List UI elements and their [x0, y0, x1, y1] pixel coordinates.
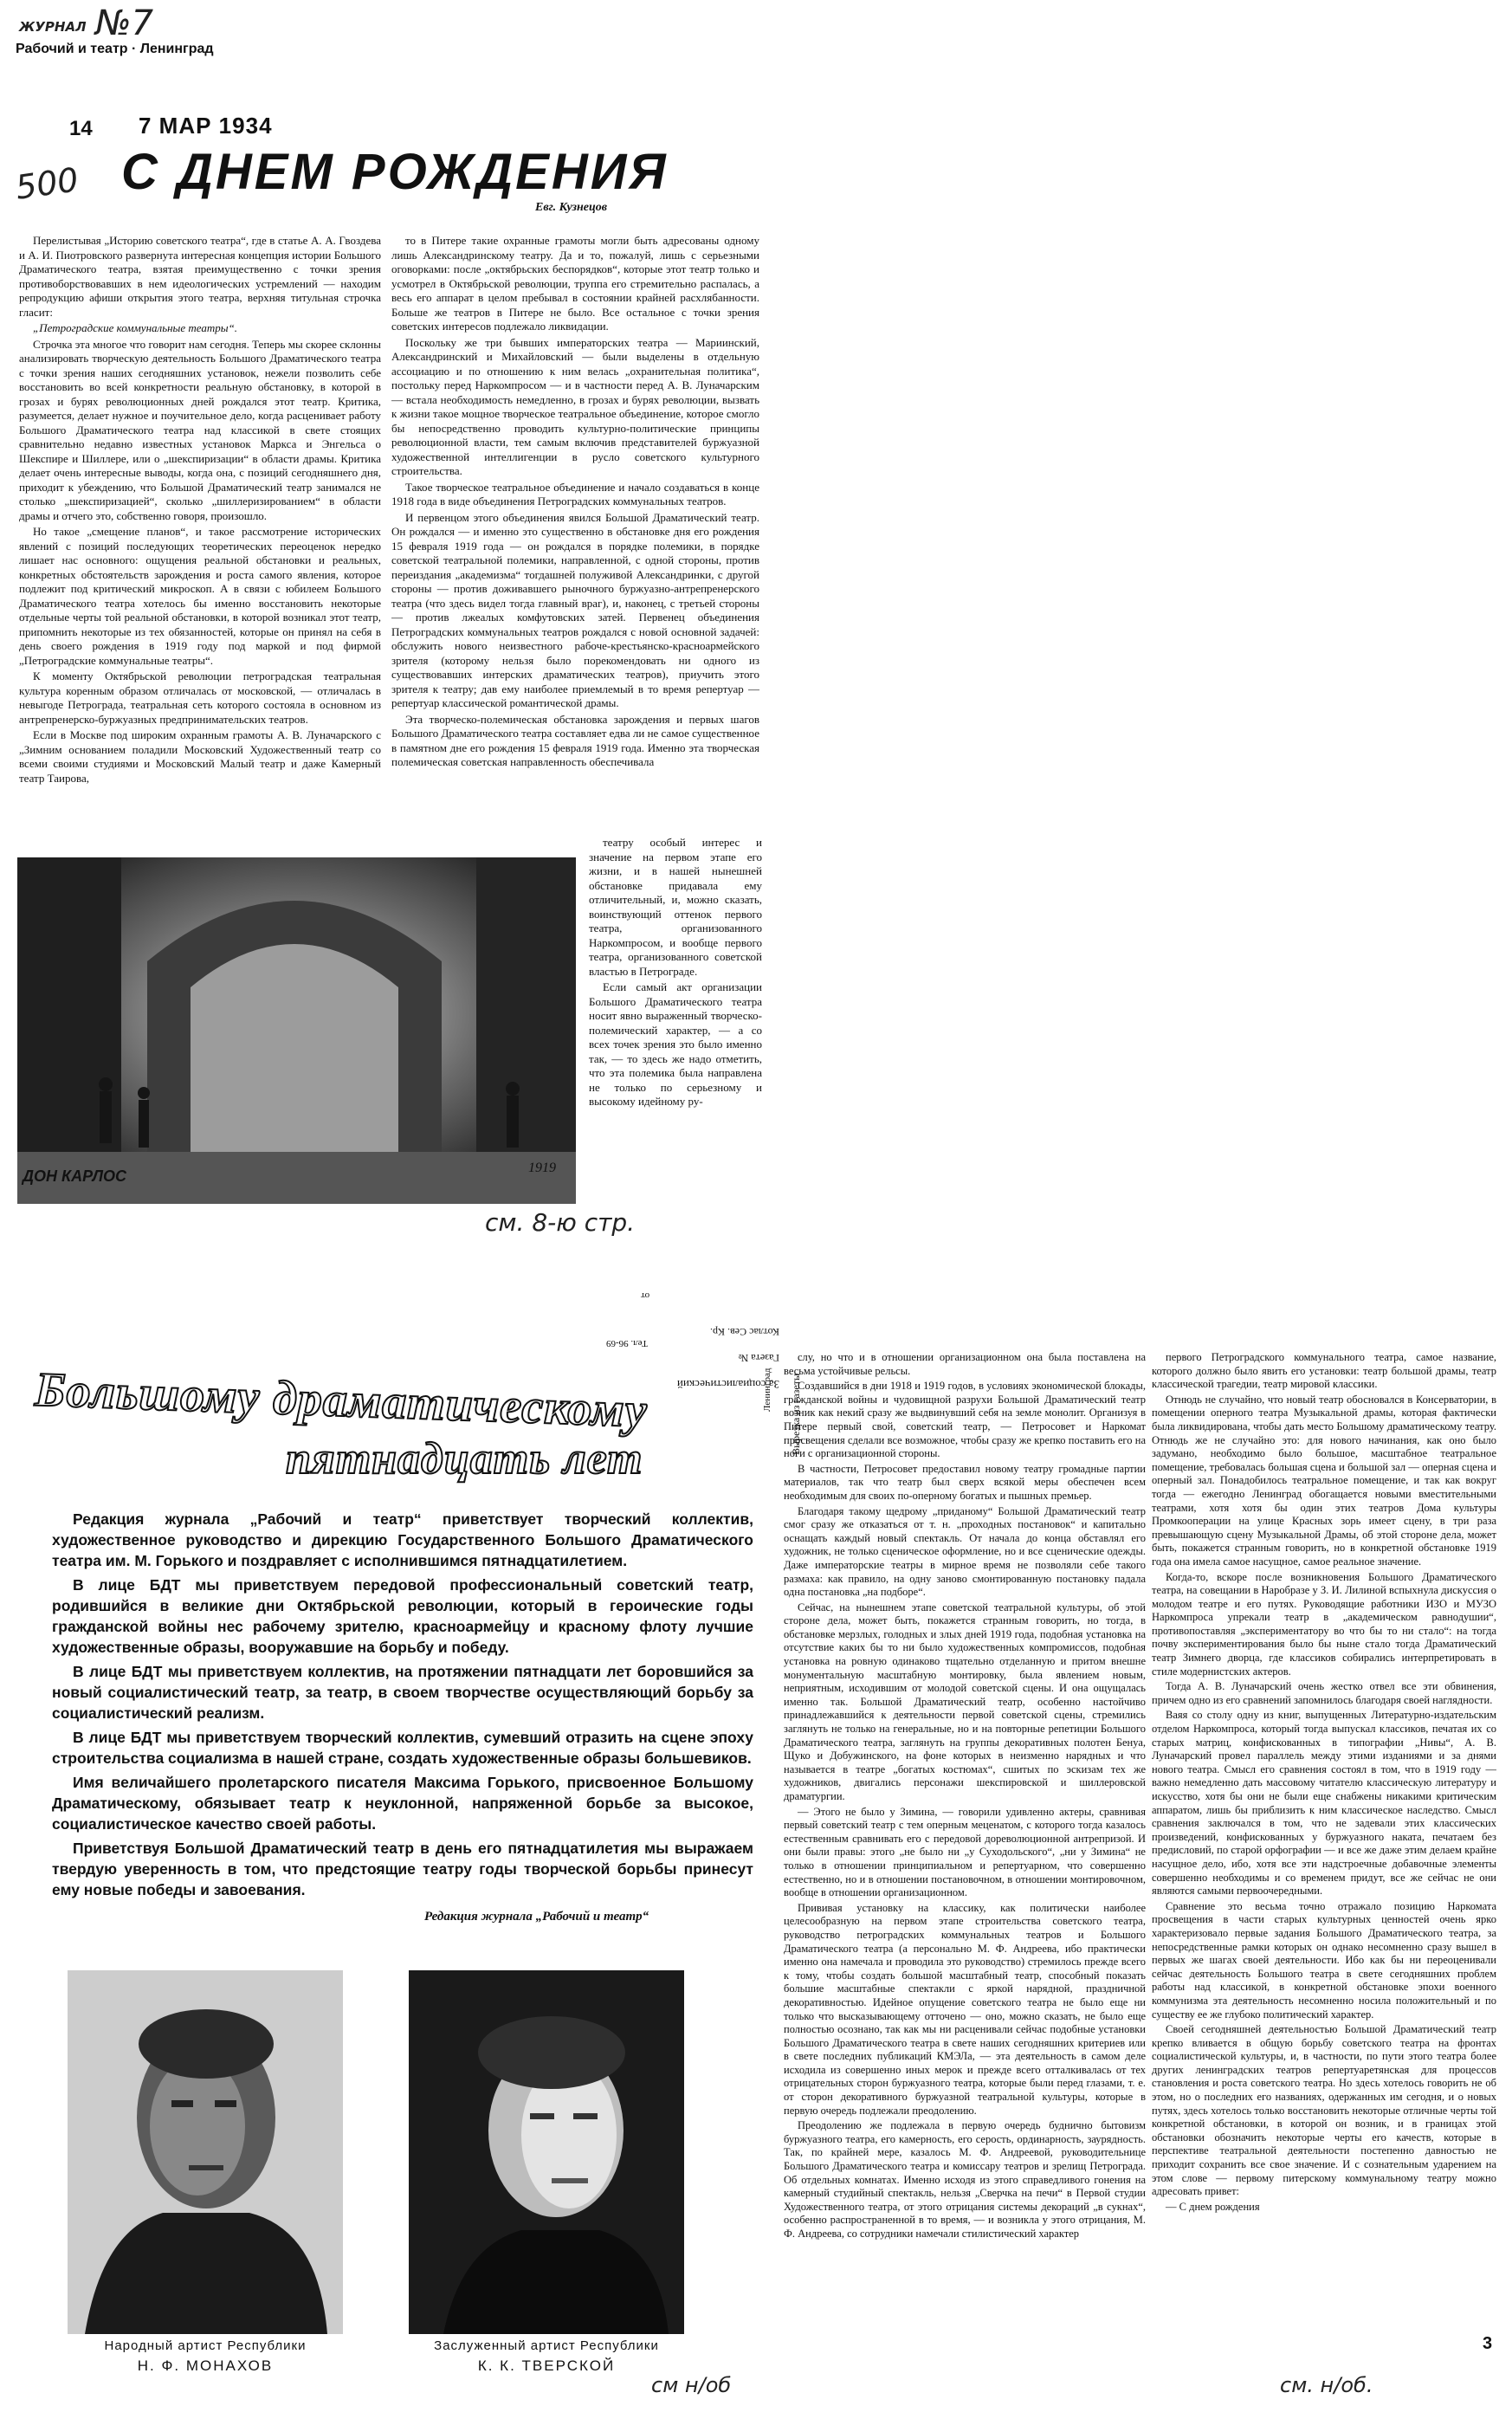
- article-column-3: [589, 836, 762, 1191]
- stage-scene-image: [17, 857, 576, 1204]
- paragraph: Строчка эта многое что говорит нам сегодня. Теперь мы скорее склонны анализировать творческую деятельность Большого Драматического театра с точки зрения наших сегодняшних установок, нежели позволить себе восстановить во всей конкретности реальную обстановку, в которой в грозах и бурях революционных дней рождался этот театр. Критика, разумеется, делает нужное и поучительное дело, когда расценивает работу Большого Драматического театра над классикой в свете стоящих сравнительно недавно известных установок Маркса и Энгельса о Шекспире и Шиллере, или о „шекспиризации“ в области драмы. Критика делает очень интересные выводы, когда она, с позиций сегодняшнего дня, приходит к убеждению, что Большой Драматический театр занимался не столько „шекспиризацией“, сколько „шиллеризированием“ в области драмы и отчего это, собственно говоря, произошло.: [19, 337, 381, 522]
- journal-stamp: ЖУРНАЛ: [19, 19, 87, 35]
- paragraph: Ваяя со столу одну из книг, выпущенных Литературно-издательским отделом Наркомпроса, который тогда выпускал классиков, печатая их со старых матриц, конфискованных в типографии „Нивы“, А. В. Луначарский провел параллель между этими изданиями и за днями нового театра. Смысл его сравнения состоял в том, что в 1919 году — важно немедленно дать массовому читателю классическую литературу и искусство, хотя бы они не были еще снабжены никакими критическим аппаратом, лишь бы приблизить к ним классическое наследство. Смысл сравнения заключался в том, что не задевали этих классических произведений, конфискованных у буржуазного наката, печатаем без предисловий, по старой орфографии — и все же даже этим делаем крайне насущное дело, ибо, хотя все эти надстроечные добавочные элементы совершенно необходимы и со временем придут, все же сейчас не они являются самыми первоочередными.: [1152, 1709, 1496, 1898]
- portrait-monakhov-image: [68, 1970, 343, 2334]
- paragraph: Преодолению же подлежала в первую очередь буднично бытовизм буржуазного театра, его камерность, его серость, ординарность, заурядность. Так, по крайней мере, казалось М. Ф. Андреевой, руководительнице Большого Драматического театра и комиссару театров и зрелищ Петрограда. Об отдельных комнатах. Именно исходя из этого справедливого гонения на камерный студийный спектакль, нельзя „Сверчка на печи“ в Первой студии Художественного театра, от этого отрицания системы декораций „в сукнах“, особенно распространенной в то время, — и возникла у этого отрицания, М. Ф. Андреева, со сотрудники намечали стилистический характер: [784, 2119, 1146, 2240]
- article-column-1: [19, 234, 381, 847]
- signature: Редакция журнала „Рабочий и театр“: [424, 1910, 649, 1924]
- press-label-phone: Тел. 96-69: [606, 1338, 648, 1348]
- press-label-newspaper: За социалистический: [676, 1378, 779, 1391]
- author: Евг. Кузнецов: [535, 201, 607, 214]
- clipping-2: [0, 1273, 1512, 2425]
- paragraph: Такое творческое театральное объединение и начало создаваться в конце 1918 года в виде объединения Петроградских коммунальных театров.: [391, 480, 759, 508]
- paragraph: Создавшийся в дни 1918 и 1919 годов, в условиях экономической блокады, гражданской войны и чудовищной разрухи Большой Драматический театр возник как некий сразу же выдвинувший себя на земле монолит. Организуя в Питере первый свой, советский театр, — Петросовет и Наркомат просвещения сделали все возможное, чтобы сразу же крепко поставить его на ноги с организационной стороны.: [784, 1380, 1146, 1460]
- portrait-tverskoy: [409, 1970, 684, 2334]
- paragraph: — Этого не было у Зимина, — говорили удивленно актеры, сравнивая первый советский театр с тем оперным меценатом, с которого тогда казалось естественным сравнивать его с передовой дореволюционной антрепризой. И они были правы: этого „не было ни „у Суходольского“, „ни у Зимина“ не только в отношении принципиальном и репертуарном, что совершенно естественно, но и в отношении постановочном, в отношении монтировочном, вообще в отношении организационном.: [784, 1805, 1146, 1899]
- clipping-1: [0, 0, 779, 1256]
- article-column-5: [1152, 1351, 1496, 2369]
- page-number-right: 3: [1483, 2334, 1493, 2353]
- paragraph: первого Петроградского коммунального театра, самое название, которого должно было явить его установки: театр большой драмы, театр классической трагедии, театр мировой классики.: [1152, 1351, 1496, 1391]
- press-label-number: Газета №: [738, 1352, 779, 1364]
- handwritten-reference-1: см н/об: [651, 2373, 732, 2397]
- paragraph: — С днем рождения: [1166, 2200, 1260, 2213]
- paragraph: Если в Москве под широким охранным грамоты А. В. Луначарского с „Зимним основанием поладили Московский Художественный театр со всеми своими студиями и Московский Малый театр и даже Камерный театр Таирова,: [19, 728, 381, 785]
- portrait-2-title: Заслуженный артист Республики: [434, 2338, 659, 2353]
- paragraph: Эта творческо-полемическая обстановка зарождения и первых шагов Большого Драматического театра составляет едва ли не самое существенное в памятном дне его рождения 15 февраля 1919 года. Именно эта творческая полемическая советская направленность обеспечивала: [391, 712, 759, 768]
- paragraph: Сравнение это весьма точно отражало позицию Наркомата просвещения в части старых культурных ценностей очень ярко характеризовало первые задания Большого Драматического театра, за непосредственные рамки которых он однако несомненно сразу вышел в первых же шагах своей деятельности. Ибо как бы ни переоценивали сейчас деятельность Большого театра в свете сегодняшних проблем работы над классикой, в конкретной обстановке эпохи военного коммунизма эта деятельность несомненно носила положительный и по существу ее же глубоко политический характер.: [1152, 1899, 1496, 2021]
- paragraph: В лице БДТ мы приветствуем передовой профессиональный советский театр, родившийся в великие дни Октябрьской революции, который в героические годы гражданской войны нес рабочему зрителю, красноармейцу и красному флоту лучшие художественные образы, вооружавшие на борьбу и победу.: [52, 1576, 753, 1656]
- don-carlos-photo: [17, 857, 576, 1204]
- press-label-city: Котлас Сев. Кр.: [710, 1326, 779, 1338]
- headline-line-2: пятнадцать лет: [286, 1434, 643, 1484]
- paragraph: слу, но что и в отношении организационном она была поставлена на весьма устойчивые рельсы.: [784, 1351, 1146, 1377]
- paragraph: Сейчас, на нынешнем этапе советской театральной культуры, об этой стороне дела, может быть, покажется странным говорить, но тогда, в обстановке мерзлых, голодных и злых дней 1919 года, подобная установка на отсутствие каких бы то ни было художественных компромиссов, подобная установка на ровную одинаково тщательно отделанную и притом внешне монументальную масштабную монтировку, была явлением новым, неприятным, исходившим от молодой советской сцены. И она ощущалась именно так. Большой Драматический театр, особенно настойчиво принадлежавшийся к деятельности первой советской сцены, стремились заглянуть не только на генеральные, но и на повторные репетиции Большого Драматического театра, заглянуть на группы декоративных полотен Бенуа, Щуко и Добужинского, на фоне которых в неизменно нарядных и что называется в театре „богатых костюмах“, сшитых по эскизам тех же художников, двигались персонажи шекспировской и шиллеровской драматургии.: [784, 1600, 1146, 1802]
- paragraph: Тогда А. В. Луначарский очень жестко отвел все эти обвинения, причем одно из его сравнений запомнилось благодаря своей наглядности.: [1152, 1680, 1496, 1706]
- article-column-2: [391, 234, 759, 818]
- paragraph: К моменту Октябрьской революции петроградская театральная культура коренным образом отличалась от московской, — отличалась в невыгоде Петрограда, театральная сеть которого состояла в основном из антрепренерско-буржуазных предпринимательских театров.: [19, 669, 381, 726]
- date-stamp: 7 МАР 1934: [139, 113, 273, 139]
- paragraph: Отнюдь не случайно, что новый театр обосновался в Консерватории, в помещении оперного театра Музыкальной драмы, которая фактически была ликвидирована, чтобы дать место Большому драматическому театру. Отнюдь же не случайно это: для нового начинания, как оно было задумано, необходимо было большое, масштабное театральное помещение, требовалась большая сцена и большой зал — оперная сцена и оперный зал. Понадобилось театральное помещение, и так как вокруг тогда — ежегодно Ленинград обогащается новыми вместительными театрами, хотя хотя бы один этих театров Дома культуры Промкооперации на улице Красных зорь имеет сцену, в три раза превышающую сцену Музыкальной Драмы, об этой стороне дела, может быть, покажется странным говорить, но в конкретной обстановке 1919 года она имела самое насущное, самое реальное значение.: [1152, 1393, 1496, 1568]
- paragraph: то в Питере такие охранные грамоты могли быть адресованы одному лишь Александринскому театру. Да и то, пожалуй, лишь с серьезными оговорками: после „октябрьских беспорядков“, которые этот театр только и усмотрел в Октябрьской революции, труппа его стремительно распалась, а весь его аппарат в целом пребывал в состоянии крайней расхлябанности. Больше же театров в Питере не было. Все остальное с точки зрения советских интересов подлежало ликвидации.: [391, 234, 759, 333]
- greeting-text: [52, 1509, 753, 1904]
- press-label-leningrad: Ленинград: [762, 1368, 772, 1412]
- paragraph: Если самый акт организации Большого Драматического театра носит явно выраженный творческо-полемический характер, — а со всех точек зрения это было именно так, — то здесь же надо отметить, что эта полемика была направлена не только по серьезному и высокому идейному ру-: [589, 980, 762, 1108]
- paragraph: Перелистывая „Историю советского театра“, где в статье А. А. Гвоздева и А. И. Пиотровского развернута интересная концепция истории Большого Драматического театра, взятая преимущественно с точки зрения противоборствовавших в нем идеологических устремлений — находим репродукцию афиши открытия этого театра, верхняя титульная строчка гласит:: [19, 234, 381, 319]
- paragraph: Прививая установку на классику, как политически наиболее целесообразную на первом этапе строительства советского театра, руководство петроградских коммунальных театров и Большого Драматического театра (а персонально М. Ф. Андреева, ибо практически именно она намечала и проводила это руководство) стремилось прежде всего к тому, чтобы создать большой масштабный театр, способный показать большие масштабные спектакли с яркой нарядной, праздничной декоративностью. Идейное опущение советского театра не было еще ни только что высказывающему отточено — оно, можно сказать, не было еще полностью осознано, так как мы ни расценивали сейчас подобные установки Большого Драматического театра в свете наших сегодняшних критериев или в свете последних публикаций КМЭЛа, — эта деятельность в самом деле исходила из совершенно иных мерок и прежде всего отталкивалась от тех отрицательных сторон буржуазного театра, которые были перед глазами, т. е. от сторон декоративного буржуазной театральной культуры, которые в первую очередь подлежали преодолению.: [784, 1901, 1146, 2117]
- press-label-from: от: [641, 1290, 650, 1301]
- paragraph: Но такое „смещение планов“, и такое рассмотрение исторических явлений с позиций последующих теоретических переоценок нередко лишает нас основного: ощущения реальной обстановки и реальных, конкретных обстоятельств зарождения и роста самого явления, которое подлежит под критический микроскоп. А в связи с юбилеем Большого Драматического театра хотелось бы именно восстановить некоторые отдельные черты той реальной обстановки, в которой возникал этот театр, припомнить некоторые из тех обязанностей, которые он принял на себя в день своего рождения в 1919 году под маркой и под фирмой „Петроградские коммунальные театры“.: [19, 525, 381, 667]
- portrait-monakhov: [68, 1970, 343, 2334]
- portrait-1-name: Н. Ф. МОНАХОВ: [137, 2357, 274, 2374]
- portrait-tverskoy-image: [409, 1970, 684, 2334]
- portrait-2-name: К. К. ТВЕРСКОЙ: [477, 2357, 616, 2374]
- margin-number: 500: [13, 160, 81, 207]
- paragraph: Своей сегодняшней деятельностью Большой Драматический театр крепко вливается в общую борьбу советского театра на фронтах социалистической культуры, и, в частности, по пути этого театра более других ленинградских театров репертуаретянская для процессов становления и роста советского театра. Но здесь хотелось говорить не об этом, но о последних его названиях, одержанных им сегодня, и о новых путях, здесь хотелось только восстановить некоторые отличные черты той конкретной обстановки, в которой он возник, и в границах этой обстановки обозначить некоторые черты его качеств, которые в перспективе театральной деятельности постепенно давностью не приходит сохранить все свое значение. И с сознательным ударением на этом слове — первому питерскому коммунальному театру можно адресовать привет:: [1152, 2023, 1496, 2198]
- handwritten-reference: см. 8-ю стр.: [485, 1208, 636, 1237]
- paragraph: Имя величайшего пролетарского писателя Максима Горького, присвоенное Большому Драматическому, обязывает театр к неуклонной, напряженной борьбе за высокое, социалистическое качество своей работы.: [52, 1774, 753, 1833]
- paragraph: Поскольку же три бывших императорских театра — Мариинский, Александринский и Михайловский — были выделены в отдельную ассоциацию и по отношению к ним велась „охранительная политика“, постольку перед Наркомпросом — и в частности перед А. В. Луначарским — встала необходимость немедленно, в грозах и бурях революции, вызвать к жизни такое мощное творческое театральное объединение, которое смогло бы непосредственно проводить культурно-политические принципы революционной власти, тем самым включив представителей буржуазной художественной интеллигенции в русло советского культурного строительства.: [391, 335, 759, 477]
- paragraph: В лице БДТ мы приветствуем коллектив, на протяжении пятнадцати лет боровшийся за новый социалистический театр, за театр, в своем творчестве осуществляющий борьбу за социалистический реализм.: [52, 1663, 753, 1722]
- paragraph: Редакция журнала „Рабочий и театр“ приветствует творческий коллектив, художественное руководство и дирекцию Государственного Большого Драматического театра им. М. Горького и поздравляет с исполнившимся пятнадцатилетием.: [52, 1510, 753, 1569]
- press-label-cutout: Вырезка из газеты: [790, 1373, 802, 1455]
- headline: С ДНЕМ РОЖДЕНИЯ: [121, 144, 669, 200]
- paragraph: театру особый интерес и значение на первом этапе его жизни, и в нашей нынешней обстановке придавала ему отличительный, и, можно сказать, воинствующий оттенок первого театра, организованного Наркомпросом, и вообще первого театра, организованного советской властью в Петрограде.: [589, 836, 762, 978]
- photo-caption: ДОН КАРЛОС: [23, 1167, 126, 1185]
- article-column-4: [784, 1351, 1146, 2369]
- portrait-1-title: Народный артист Республики: [104, 2338, 307, 2353]
- handwritten-reference-2: см. н/об.: [1280, 2373, 1373, 2397]
- paragraph: В лице БДТ мы приветствуем творческий коллектив, сумевший отразить на сцене эпоху строительства социализма в нашей стране, создать художественные образы большевиков.: [52, 1729, 753, 1767]
- photo-year: 1919: [528, 1161, 556, 1175]
- headline-line-1: Большому драматическому: [34, 1362, 649, 1439]
- paragraph: В частности, Петросовет предоставил новому театру громадные партии материалов, так что театр был сверх всякой меры обеспечен всем необходимым для своих по-оперному богатых и пышных премьер.: [784, 1462, 1146, 1502]
- paragraph: Приветствуя Большой Драматический театр в день его пятнадцатилетия мы выражаем твердую уверенность в том, что предстоящие театру годы творческой борьбы принесут ему новые победы и завоевания.: [52, 1840, 753, 1898]
- journal-name: Рабочий и театр · Ленинград: [16, 42, 214, 56]
- paragraph: Когда-то, вскоре после возникновения Большого Драматического театра, на совещании в Наробразе у З. И. Лилиной вспыхнула дискуссия о молодом театре и его путях. Руководящие работники ИЗО и МУЗО Наркомпроса упрекали театр в „академическом равнодушии“, противопоставляя „экспериментатору во что бы то ни стало“: на тогда почву экспериментирования было бы ныне стало тогда Драматический театр Зимнего дворца, где классиков собирались интерпретировать в стиле модернистских актеров.: [1152, 1570, 1496, 1678]
- paragraph: И первенцом этого объединения явился Большой Драматический театр. Он рождался — и именно это существенно в обстановке дня его рождения 15 февраля 1919 года — он рождался в порядке полемики, в порядке советской театральной полемики, направленной, с одной стороны, против переиздания „академизма“ тогдашней полуживой Александринки, с другой стороны — против доживавшего рыночного буржуазно-антрепренерского театра (что здесь видел тогда главный враг), и, наконец, с третьей стороны — против лжеалых комфутовских затей. Первенец объединения Петроградских коммунальных театров рождался с новой основной задачей: обслужить нового неизвестного рабоче-крестьянско-красноармейского зрителя (которому нельзя было порекомендовать ни одного из существовавших интерских драматических театров), приучить этого зрителя к театру; дав ему наиболее приемлемый в то время репертуар — репертуар классической романтической драмы.: [391, 510, 759, 709]
- paragraph: Благодаря такому щедрому „приданому“ Большой Драматический театр смог сразу же отказаться от т. н. „проходных постановок“ и капитально оснащать каждый новый спектакль. От начала до конца обставлял его художник, не только сценическое оформление, но и все сценические одежды. Даже императорские театры в мирное время не позволяли себе такого размаха: как правило, на одну заново смонтированную постановку падала одна постановка „на подборе“.: [784, 1504, 1146, 1599]
- page-number-left: 14: [69, 117, 93, 140]
- paragraph: „Петроградские коммунальные театры“.: [33, 321, 238, 334]
- issue-number: №7: [95, 3, 154, 43]
